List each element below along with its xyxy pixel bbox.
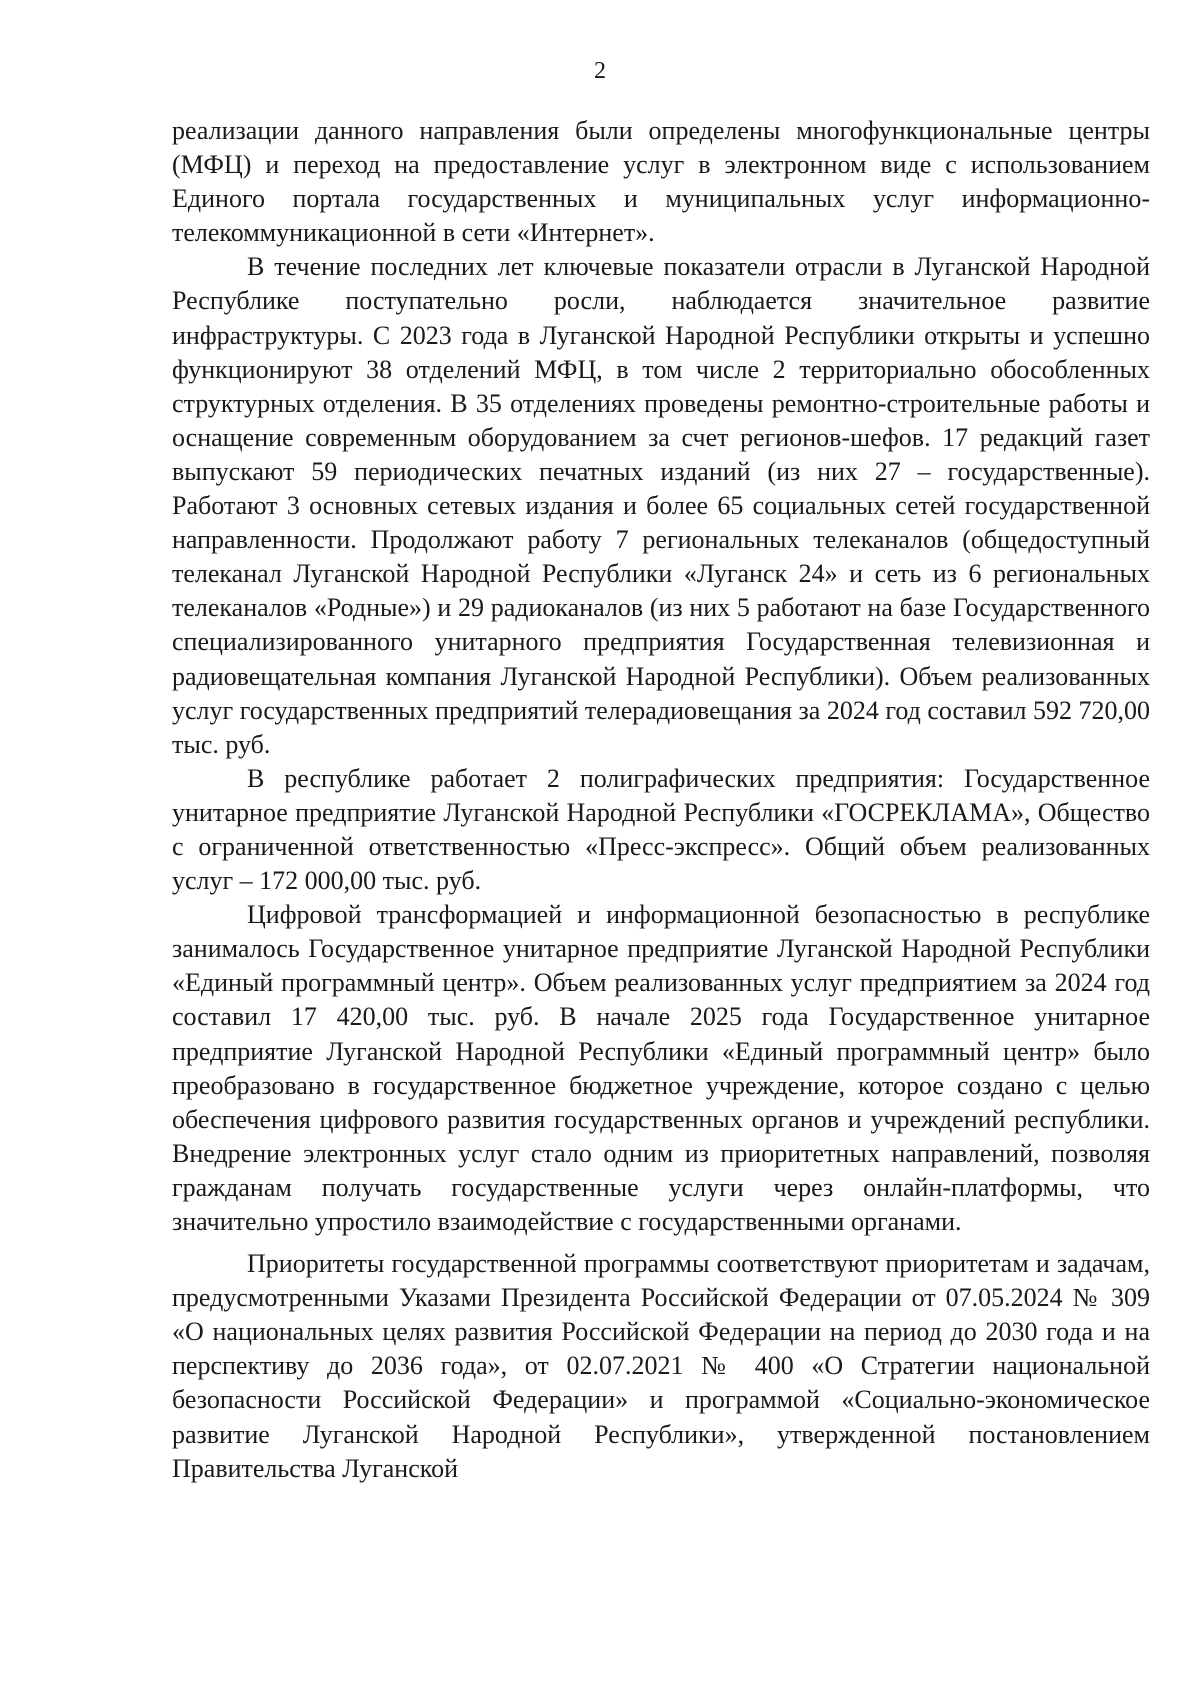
paragraph-digital-transformation: Цифровой трансформацией и информационной безопасностью в республике занималось Государственное унитарное предприятие Луганской Народной Республики «Единый программный центр». Объем реализованных услуг предприятием за 2024 год составил 17 420,00 тыс. руб. В начале 2025 года Государственное унитарное предприятие Луганской Народной Республики «Единый программный центр» было преобразовано в государственное бюджетное учреждение, которое создано с целью обеспечения цифрового развития государственных органов и учреждений республики. Внедрение электронных услуг стало одним из приоритетных направлений, позволяя гражданам получать государственные услуги через онлайн-платформы, что значительно упростило взаимодействие с государственными органами. <box>172 900 1150 1236</box>
document-body <box>172 114 1150 1486</box>
paragraph-program-priorities: Приоритеты государственной программы соответствуют приоритетам и задачам, предусмотренными Указами Президента Российской Федерации от 07.05.2024 № 309 «О национальных целях развития Российской Федерации на период до 2030 года и на перспективу до 2036 года», от 02.07.2021 № 400 «О Стратегии национальной безопасности Российской Федерации» и программой «Социально-экономическое развитие Луганской Народной Республики», утвержденной постановлением Правительства Луганской <box>172 1249 1150 1483</box>
paragraph-industry-indicators: В течение последних лет ключевые показатели отрасли в Луганской Народной Республике поступательно росли, наблюдается значительное развитие инфраструктуры. С 2023 года в Луганской Народной Республики открыты и успешно функционируют 38 отделений МФЦ, в том числе 2 территориально обособленных структурных отделения. В 35 отделениях проведены ремонтно-строительные работы и оснащение современным оборудованием за счет регионов-шефов. 17 редакций газет выпускают 59 периодических печатных изданий (из них 27 – государственные). Работают 3 основных сетевых издания и более 65 социальных сетей государственной направленности. Продолжают работу 7 региональных телеканалов (общедоступный телеканал Луганской Народной Республики «Луганск 24» и сеть из 6 региональных телеканалов «Родные») и 29 радиоканалов (из них 5 работают на базе Государственного специализированного унитарного предприятия Государственная телевизионная и радиовещательная компания Луганской Народной Республики). Объем реализованных услуг государственных предприятий телерадиовещания за 2024 год составил 592 720,00 тыс. руб. <box>172 252 1150 759</box>
paragraph-continuation: реализации данного направления были определены многофункциональные центры (МФЦ) и переход на предоставление услуг в электронном виде с использованием Единого портала государственных и муниципальных услуг информационно-телекоммуникационной в сети «Интернет». <box>172 116 1150 248</box>
page-number: 2 <box>594 58 606 84</box>
paragraph-printing-enterprises: В республике работает 2 полиграфических предприятия: Государственное унитарное предприятие Луганской Народной Республики «ГОСРЕКЛАМА», Общество с ограниченной ответственностью «Пресс-экспресс». Общий объем реализованных услуг – 172 000,00 тыс. руб. <box>172 763 1150 896</box>
